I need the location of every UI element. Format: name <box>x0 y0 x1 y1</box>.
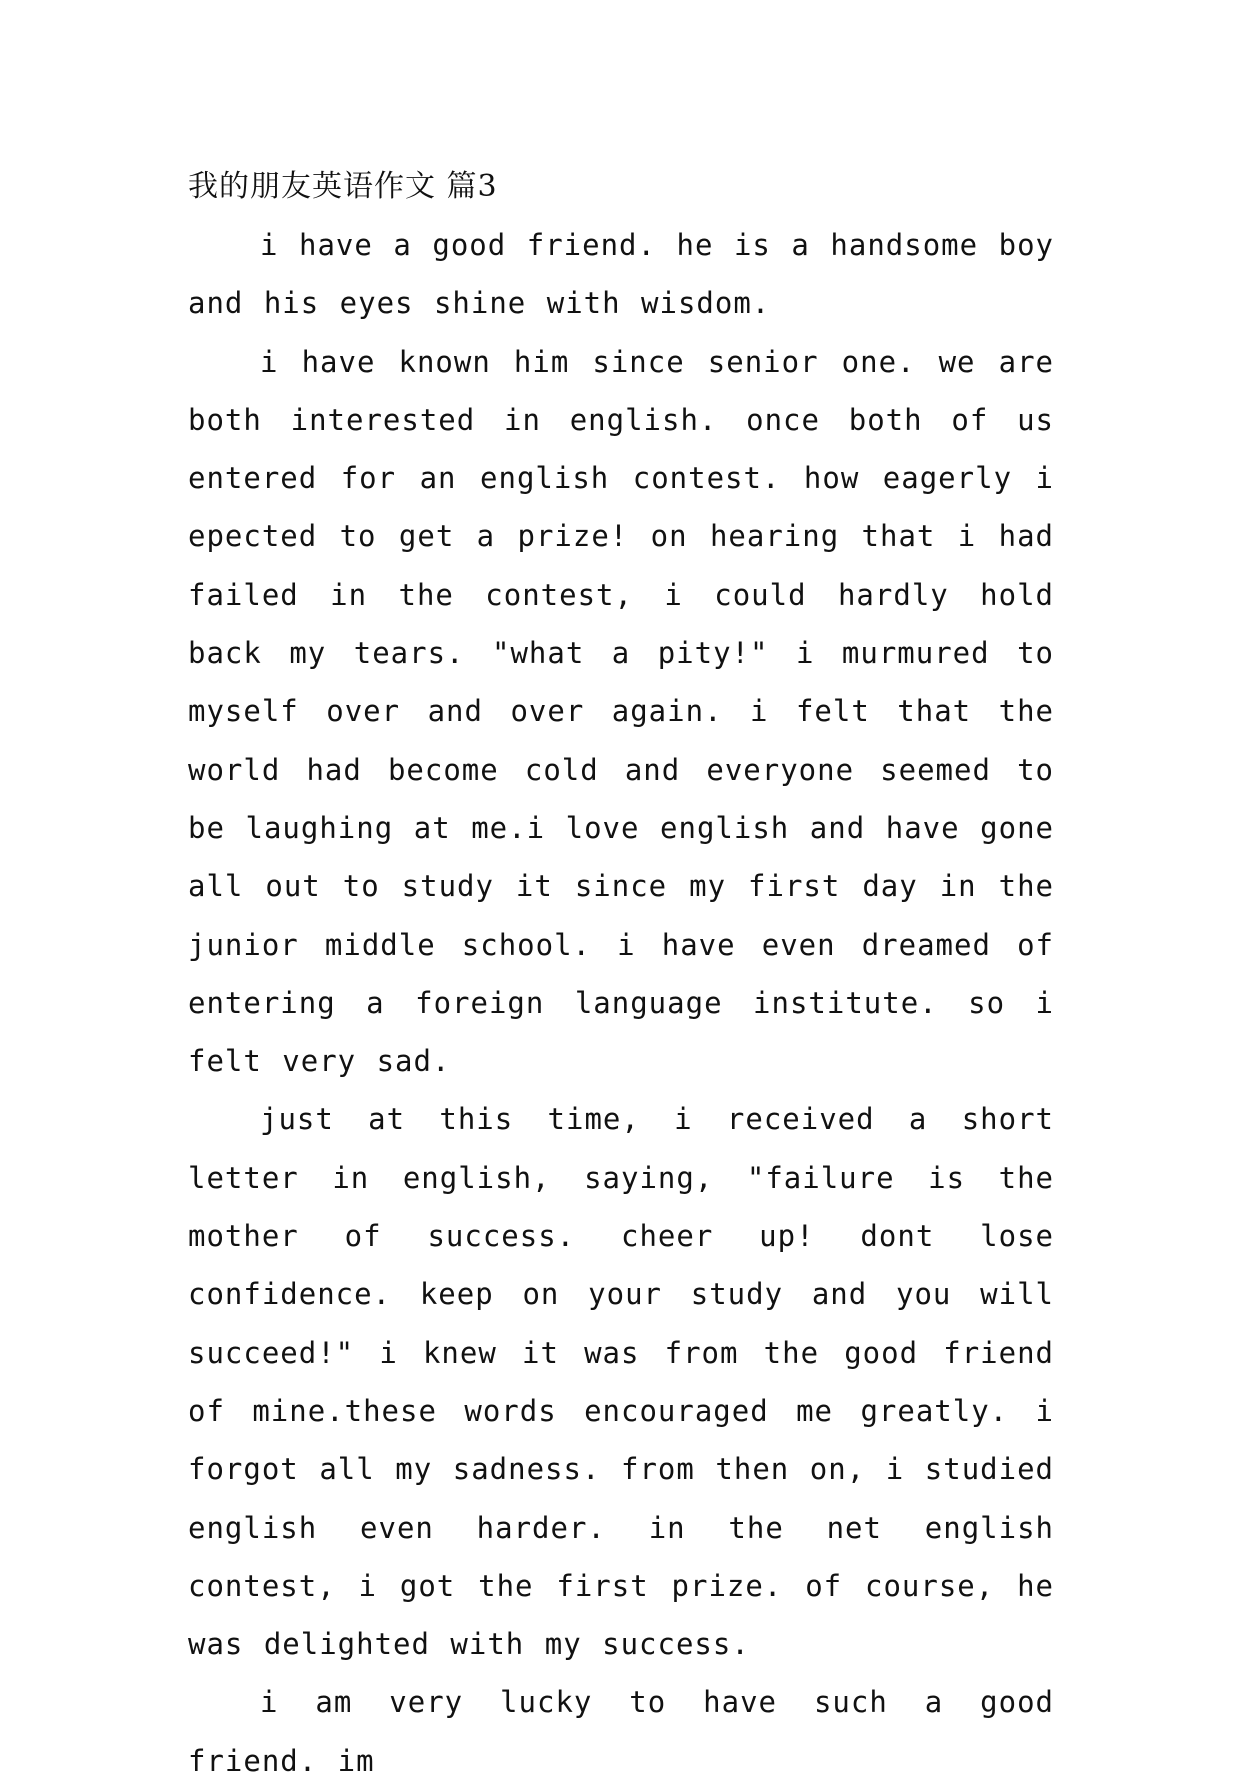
document-title: 我的朋友英语作文 篇3 <box>188 169 498 204</box>
paragraph: i have known him since senior one. we are both interested in english. once both of us entered for an english contest. how eagerly i epected to get a prize! on hearing that i had failed in the contest, i could hardly hold back my tears. "what a pity!" i murmured to myself over and over again. i felt that the world had become cold and everyone seemed to be laughing at me.i love english and have gone all out to study it since my first day in the junior middle school. i have even dreamed of entering a foreign language institute. so i felt very sad. <box>188 344 1054 1079</box>
document-body <box>188 158 1054 1790</box>
paragraph: i have a good friend. he is a handsome boy and his eyes shine with wisdom. <box>188 228 1054 321</box>
paragraph: i am very lucky to have such a good friend. im <box>188 1685 1054 1778</box>
paragraph: just at this time, i received a short letter in english, saying, "failure is the mother of success. cheer up! dont lose confidence. keep on your study and you will succeed!" i knew it was from the good friend of mine.these words encouraged me greatly. i forgot all my sadness. from then on, i studied english even harder. in the net english contest, i got the first prize. of course, he was delighted with my success. <box>188 1102 1054 1662</box>
